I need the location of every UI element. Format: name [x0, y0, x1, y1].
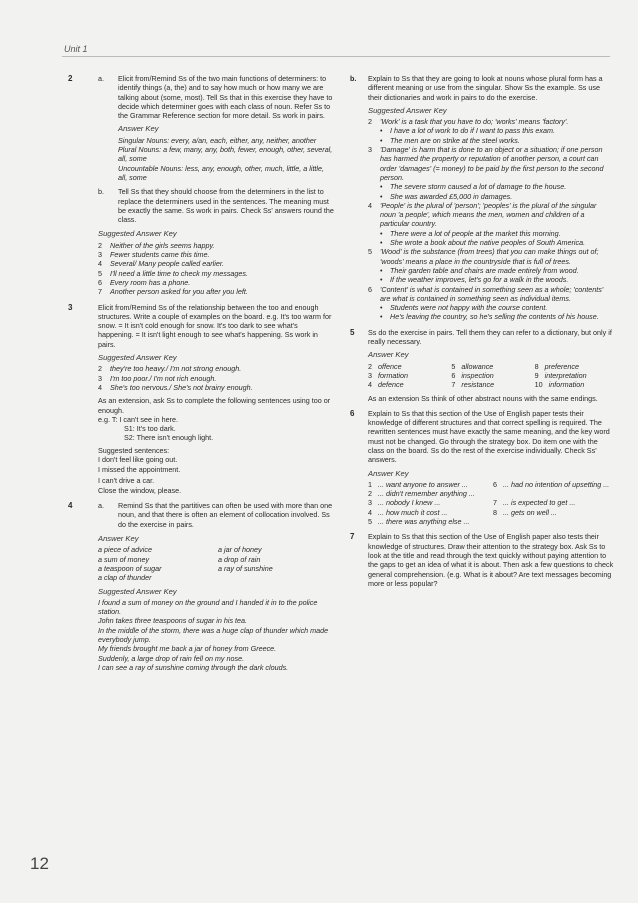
item-text: they're too heavy./ I'm not strong enough. [110, 364, 242, 374]
grid-cell: a teaspoon of sugar [98, 563, 162, 573]
item-number: 6 [98, 277, 102, 287]
section-number: 5 [350, 327, 355, 337]
example-line: e.g. T: I can't see in here. [98, 414, 178, 424]
key-line: My friends brought me back a jar of honey from Greece. [98, 644, 277, 654]
instruction-text: Elicit from/Remind Ss of the relationship between the too and enough structures. Write a couple of examples on the board. e.g. It's too warm for snow. = It isn't cold enough for snow. It's too dark to see what's happening. = It isn't light enough to see what's happening. Ss work in pairs. [98, 302, 332, 349]
item-number: 4 [368, 507, 372, 517]
answer-key-heading: Suggested Answer Key [98, 229, 177, 239]
item-text: inspection [461, 370, 494, 380]
item-text: 'Content' is what is contained in something seen as a whole; 'contents' are what is contained in something seen as individual items. [380, 284, 604, 303]
unit-header: Unit 1 [64, 44, 88, 54]
item-number: 3 [368, 145, 372, 155]
grid-cell [451, 380, 530, 389]
grid-cell [368, 380, 447, 389]
item-text: Neither of the girls seems happy. [110, 240, 215, 250]
item-text: 'Wood' is the substance (from trees) that you can make things out of; 'woods' means a place in the countryside that is full of trees. [380, 247, 599, 266]
section-2b [98, 187, 334, 224]
section-5 [350, 328, 614, 403]
grid-cell [368, 508, 489, 517]
item-text: 'People' is the plural of 'person'; 'peoples' is the plural of the singular noun 'a people', which means the men, women and children of a particular country. [380, 200, 597, 229]
item-text: 'Damage' is harm that is done to an object or a situation; if one person has harmed the property or reputation of another person, a court can order 'damages' (= money) to be paid by the first person to the second person. [380, 145, 604, 182]
grid-cell [451, 371, 530, 380]
key-item [98, 259, 334, 268]
answer-key-heading: Suggested Answer Key [98, 586, 177, 596]
grid-cell: a piece of advice [98, 545, 152, 555]
item-number: 8 [493, 507, 497, 517]
section-number: 2 [68, 74, 73, 83]
key-item [98, 250, 334, 259]
item-text: I'm too poor./ I'm not rich enough. [110, 373, 217, 383]
grid-cell [368, 517, 489, 526]
partitive-grid [98, 545, 334, 582]
item-text: Every room has a phone. [110, 277, 191, 287]
example-bullet: • He's leaving the country, so he's selling the contents of his house. [368, 312, 614, 321]
suggested-sentence: I don't feel like going out. [98, 454, 178, 464]
example-bullet: • The severe storm caused a lot of damage to the house. [368, 182, 614, 191]
grid-cell [368, 362, 447, 371]
header-rule [62, 56, 610, 57]
instruction-text: Tell Ss that they should choose from the determiners in the list to replace the determiners used in the sentences. The meaning must be exactly the same. Ss work in pairs. Check Ss' answers round the class. [118, 187, 334, 225]
instruction-text: Elicit from/Remind Ss of the two main functions of determiners: to identify things (a, the) and to say how much or how many we are talking about (some, most). Tell Ss that in this exercise they have to decide which determiner goes with each class of noun. Refer Ss to the Grammar Reference section for more detail. Ss work in pairs. [118, 74, 333, 121]
key-line: I found a sum of money on the ground and I handed it in to the police station. [98, 597, 318, 617]
section-4 [62, 501, 334, 672]
key-item [368, 145, 614, 182]
answer-key-heading: Suggested Answer Key [98, 353, 177, 363]
grid-cell [493, 480, 614, 489]
key-item [368, 201, 614, 229]
grid-cell: a ray of sunshine [218, 563, 273, 573]
example-bullet: • There were a lot of people at the market this morning. [368, 229, 614, 238]
example-line: S2: There isn't enough light. [124, 433, 214, 443]
item-number: 9 [534, 370, 539, 380]
section-7 [350, 532, 614, 588]
item-number: 2 [98, 364, 102, 374]
item-number: 3 [98, 373, 102, 383]
suggested-heading: Suggested sentences: [98, 445, 170, 455]
item-number: 2 [368, 117, 372, 127]
item-number: 2 [368, 361, 372, 371]
section-number: 7 [350, 532, 355, 542]
item-number: 5 [98, 268, 102, 278]
key-line: Singular Nouns: every, a/an, each, either, any, neither, another [118, 135, 317, 145]
item-text: Several/ Many people called earlier. [110, 259, 224, 269]
grid-cell [493, 508, 614, 517]
key-item [368, 285, 614, 304]
section-6 [350, 409, 614, 527]
grid-cell: a jar of honey [218, 545, 262, 555]
example-line: S1: It's too dark. [124, 424, 176, 434]
instruction-text: Explain to Ss that they are going to look at nouns whose plural form has a different meaning or use from the singular. Show Ss the example. Ss use their dictionaries and work in pairs to do the exercise. [368, 74, 603, 102]
item-text: 'Work' is a task that you have to do; 'works' means 'factory'. [380, 117, 569, 127]
grid-cell [368, 489, 489, 498]
grid-cell [368, 480, 489, 489]
item-text: ... had no intention of upsetting ... [503, 479, 610, 489]
item-text: She's too nervous./ She's not brainy enough. [110, 382, 253, 392]
item-text: allowance [461, 361, 494, 371]
section-number: 3 [68, 302, 73, 312]
grid-cell: a sum of money [98, 554, 150, 564]
item-text: ... didn't remember anything ... [378, 489, 475, 499]
section-2a [98, 74, 334, 182]
item-number: 2 [368, 489, 372, 499]
example-bullet: • She was awarded £5,000 in damages. [368, 192, 614, 201]
key-item [98, 374, 334, 383]
key-item [368, 117, 614, 126]
item-number: 3 [368, 498, 372, 508]
item-text: ... there was anything else ... [378, 517, 470, 527]
item-number: 8 [534, 361, 539, 371]
example-bullet: • Students were not happy with the course content. [368, 303, 614, 312]
item-number: 4 [98, 382, 102, 392]
item-number: 5 [451, 361, 456, 371]
item-number: 3 [98, 250, 102, 260]
item-number: 4 [98, 259, 102, 269]
section-2 [62, 74, 334, 297]
grid-cell: a clap of thunder [98, 573, 152, 583]
item-number: 4 [368, 380, 372, 390]
instruction-text: Explain to Ss that this section of the Use of English paper also tests their knowledge of structures. Draw their attention to the strategy box. Ask Ss to look at the title and read through the text quickly without paying attention to the gaps to get an idea of what it is about. Then ask a few questions to check general comprehension. (e.g. What is it about? Are text messages becoming more or less popular? [368, 532, 614, 588]
key-item [368, 247, 614, 266]
suggested-sentence: I can't drive a car. [98, 475, 155, 485]
answer-key-heading: Answer Key [98, 534, 139, 544]
instruction-text: Remind Ss that the partitives can often be used with more than one noun, and that there is often an element of collocation involved. Ss do the exercise in pairs. [118, 501, 333, 529]
sub-label: b. [350, 74, 357, 83]
item-text: information [548, 380, 585, 390]
item-text: ... want anyone to answer ... [378, 479, 468, 489]
section-number: 4 [68, 501, 73, 511]
item-text: formation [378, 370, 408, 380]
sub-label: b. [98, 187, 104, 197]
section-3 [62, 303, 334, 496]
item-text: Another person asked for you after you left. [110, 287, 248, 297]
example-bullet: • I have a lot of work to do if I want to pass this exam. [368, 126, 614, 135]
item-text: ... is expected to get ... [503, 498, 576, 508]
key-line: John takes three teaspoons of sugar in his tea. [98, 616, 248, 626]
section-4b [350, 74, 614, 322]
key-item [98, 364, 334, 373]
grid-cell [368, 498, 489, 507]
item-number: 6 [493, 479, 497, 489]
grid-cell [535, 380, 614, 389]
example-bullet: • Their garden table and chairs are made entirely from wood. [368, 266, 614, 275]
item-text: interpretation [544, 370, 587, 380]
item-number: 10 [534, 380, 543, 390]
item-text: ... gets on well ... [503, 507, 557, 517]
answer-key-heading: Answer Key [118, 124, 159, 134]
sub-label: a. [98, 74, 104, 83]
key-line: I can see a ray of sunshine coming through the dark clouds. [98, 662, 289, 672]
grid-cell [535, 371, 614, 380]
grid-cell [493, 498, 614, 507]
item-number: 5 [368, 247, 372, 257]
key-line: In the middle of the storm, there was a huge clap of thunder which made everybody jump. [98, 625, 329, 645]
answer-grid [368, 362, 614, 390]
section-number: 6 [350, 408, 355, 418]
instruction-text: Explain to Ss that this section of the Use of English paper tests their knowledge of different structures and that correct spelling is required. The rewritten sentences must have exactly the same meaning, and the key word must not be changed. Go through the strategy box. Do item one with the class on the board. Ss do the rest of the exercise individually. Check Ss' answers. [368, 408, 610, 465]
item-text: offence [378, 361, 402, 371]
example-bullet: • She wrote a book about the native peoples of South America. [368, 238, 614, 247]
answer-key-heading: Answer Key [368, 350, 409, 360]
item-text: ... how much it cost ... [378, 507, 448, 517]
item-number: 3 [368, 370, 372, 380]
grid-cell [368, 371, 447, 380]
example-bullet: • The men are on strike at the steel works. [368, 136, 614, 145]
grid-cell [535, 362, 614, 371]
item-number: 7 [451, 380, 456, 390]
key-line: Plural Nouns: a few, many, any, both, fewer, enough, other, several, all, some [118, 145, 333, 164]
key-item [98, 241, 334, 250]
extension-text: As an extension, ask Ss to complete the following sentences using too or enough. [98, 396, 331, 415]
item-number: 7 [493, 498, 497, 508]
item-text: Fewer students came this time. [110, 250, 210, 260]
item-text: preference [544, 361, 580, 371]
key-item [98, 278, 334, 287]
grid-cell [451, 362, 530, 371]
grid-cell [493, 489, 614, 498]
page-number: 12 [30, 854, 49, 873]
key-line: Uncountable Nouns: less, any, enough, other, much, little, a little, all, some [118, 163, 325, 182]
grid-cell: a drop of rain [218, 554, 261, 564]
item-number: 6 [451, 370, 456, 380]
grid-cell [218, 573, 334, 582]
suggested-sentence: I missed the appointment. [98, 465, 181, 475]
key-item [98, 287, 334, 296]
item-text: I'll need a little time to check my messages. [110, 268, 248, 278]
key-line: Suddenly, a large drop of rain fell on my nose. [98, 653, 245, 663]
grid-cell [493, 517, 614, 526]
key-item [98, 269, 334, 278]
suggested-sentence: Close the window, please. [98, 485, 182, 495]
item-number: 2 [98, 240, 102, 250]
item-text: ... nobody I knew ... [378, 498, 441, 508]
item-text: resistance [461, 380, 495, 390]
section-4a [98, 501, 334, 529]
example-bullet: • If the weather improves, let's go for a walk in the woods. [368, 275, 614, 284]
item-number: 7 [98, 287, 102, 297]
item-text: defence [378, 380, 404, 390]
sub-label: a. [98, 501, 104, 511]
item-number: 6 [368, 284, 372, 294]
item-number: 4 [368, 200, 372, 210]
item-number: 1 [368, 479, 372, 489]
key-item [98, 383, 334, 392]
item-number: 5 [368, 517, 372, 527]
right-column [350, 74, 614, 594]
instruction-text: Ss do the exercise in pairs. Tell them they can refer to a dictionary, but only if really necessary. [368, 327, 612, 347]
answer-key-heading: Suggested Answer Key [368, 105, 447, 115]
left-column [62, 74, 334, 678]
answer-key-heading: Answer Key [368, 468, 409, 478]
extension-text: As an extension Ss think of other abstract nouns with the same endings. [368, 393, 598, 403]
answer-grid [368, 480, 614, 526]
